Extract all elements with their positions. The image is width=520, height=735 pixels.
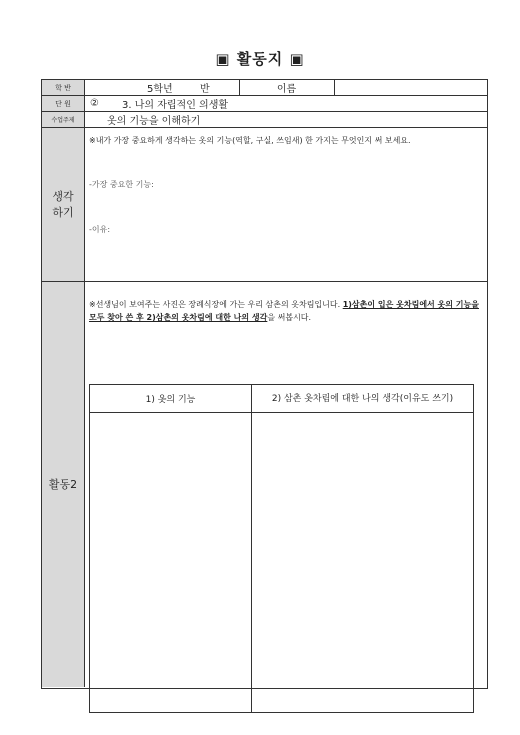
worksheet-table bbox=[41, 79, 488, 689]
think-label: 생각 하기 bbox=[42, 128, 85, 281]
topic-text: 옷의 기능을 이해하기 bbox=[107, 116, 201, 127]
think-row bbox=[42, 128, 487, 282]
activity2-inner-table bbox=[89, 384, 474, 713]
reason-label: -이유: bbox=[89, 225, 111, 234]
col-header-clothing-function: 1) 옷의 기능 bbox=[90, 385, 252, 413]
grade-text: 5학년 bbox=[147, 84, 173, 95]
clothing-function-answer-area[interactable] bbox=[90, 413, 252, 712]
ban-text: 반 bbox=[200, 84, 210, 95]
name-field[interactable] bbox=[335, 80, 487, 95]
topic-label: 수업주제 bbox=[42, 112, 85, 127]
class-row bbox=[42, 80, 487, 96]
class-label: 학 반 bbox=[42, 80, 85, 95]
important-function-label: -가장 중요한 기능: bbox=[89, 180, 154, 189]
my-opinion-answer-area[interactable] bbox=[252, 413, 473, 712]
unit-label: 단 원 bbox=[42, 96, 85, 111]
important-function-field[interactable] bbox=[177, 176, 477, 196]
instruction-underlined: 1)삼촌이 입은 옷차림에서 옷의 기능을 모두 찾아 쓴 후 2)삼촌의 옷차림에 대한 나의 생각 bbox=[89, 300, 479, 322]
col-header-my-opinion: 2) 삼촌 옷차림에 대한 나의 생각(이유도 쓰기) bbox=[252, 385, 473, 413]
instruction-lead: ※선생님이 보여주는 사진은 장례식장에 가는 우리 삼촌의 옷차림입니다. bbox=[89, 300, 343, 309]
unit-symbol: ② bbox=[90, 98, 99, 109]
worksheet-title: ▣ 활동지 ▣ bbox=[215, 50, 305, 68]
reason-field[interactable] bbox=[122, 221, 477, 241]
activity2-row bbox=[42, 282, 487, 687]
think-question: ※내가 가장 중요하게 생각하는 옷의 기능(역할, 구실, 쓰임새) 한 가지는 무엇인지 써 보세요. bbox=[89, 136, 411, 145]
instruction-tail: 을 써봅시다. bbox=[267, 313, 312, 322]
topic-row bbox=[42, 112, 487, 128]
name-label: 이름 bbox=[239, 80, 335, 95]
activity2-label: 활동2 bbox=[42, 282, 85, 687]
unit-name: 3. 나의 자립적인 의생활 bbox=[122, 100, 229, 111]
unit-row bbox=[42, 96, 487, 112]
activity2-instruction bbox=[89, 298, 479, 324]
